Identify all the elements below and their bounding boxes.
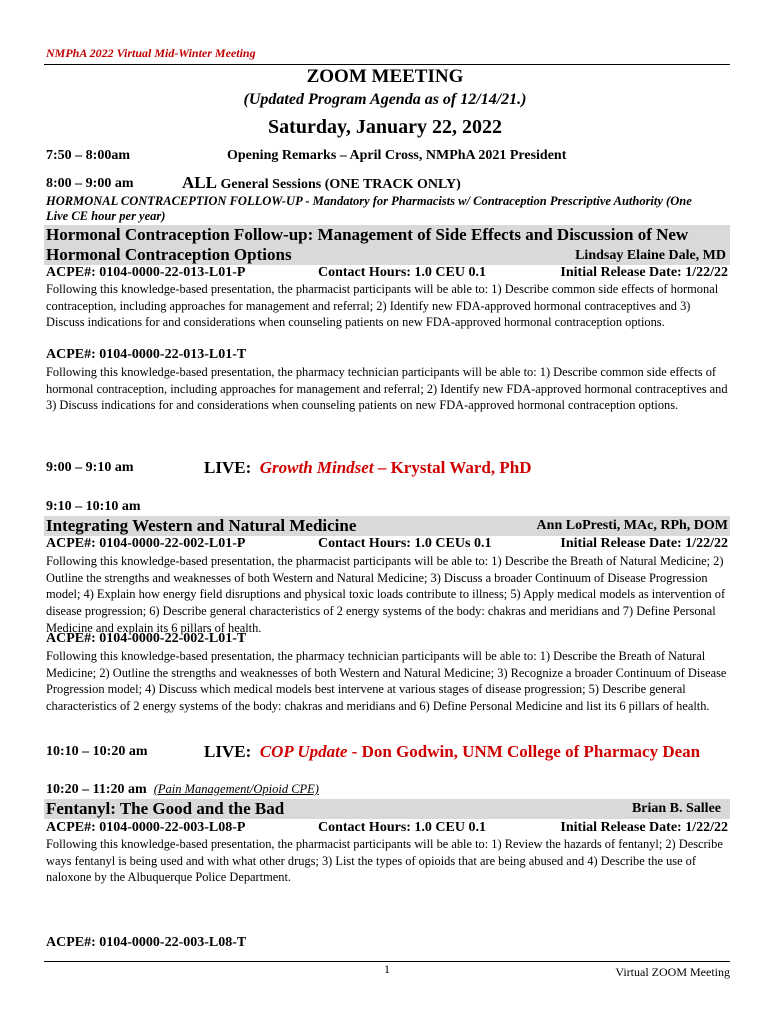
session3-contact: Contact Hours: 1.0 CEU 0.1: [318, 820, 486, 835]
meeting-name: NMPhA 2022 Virtual Mid-Winter Meeting: [46, 46, 256, 60]
live2-line: [204, 742, 700, 762]
header-rule: [44, 64, 730, 65]
session2-banner: [44, 516, 730, 536]
session1-acpe-t: ACPE#: 0104-0000-22-013-L01-T: [46, 347, 247, 362]
live1-speaker: – Krystal Ward, PhD: [373, 458, 532, 477]
live1-time: 9:00 – 9:10 am: [46, 460, 134, 475]
general-note: HORMONAL CONTRACEPTION FOLLOW-UP - Mandatory for Pharmacists w/ Contraception Prescriptive Authority (One Live CE hour per year): [46, 194, 692, 223]
session3-acpe-t: ACPE#: 0104-0000-22-003-L08-T: [46, 935, 247, 950]
session2-acpe-t: ACPE#: 0104-0000-22-002-L01-T: [46, 631, 247, 646]
session3-banner: [44, 799, 730, 819]
session1-acpe-p: ACPE#: 0104-0000-22-013-L01-P: [46, 265, 246, 280]
opening-time: 7:50 – 8:00am: [46, 148, 130, 163]
live1-topic: Growth Mindset: [259, 458, 374, 477]
general-rest: General Sessions (ONE TRACK ONLY): [216, 177, 461, 192]
live1-line: [204, 458, 531, 478]
session2-contact: Contact Hours: 1.0 CEUs 0.1: [318, 536, 492, 551]
session2-time: 9:10 – 10:10 am: [46, 499, 141, 514]
session3-desc-p: Following this knowledge-based presentation, the pharmacist participants will be able to: 1) Review the hazards of fentanyl; 2) Describe ways fentanyl is being used and with what other drugs; 3) List the types of opioids that are being abused and 4) Describe the use of naloxone by the Albuquerque Police Department.: [46, 837, 723, 885]
live2-time: 10:10 – 10:20 am: [46, 744, 148, 759]
session2-speaker: Ann LoPresti, MAc, RPh, DOM: [536, 518, 728, 533]
session2-acpe-p: ACPE#: 0104-0000-22-002-L01-P: [46, 536, 246, 551]
general-all: ALL: [182, 173, 217, 192]
live2-speaker: - Don Godwin, UNM College of Pharmacy Dean: [347, 742, 701, 761]
page-subtitle: (Updated Program Agenda as of 12/14/21.): [243, 91, 527, 108]
general-time: 8:00 – 9:00 am: [46, 176, 134, 191]
session1-title-line2: Hormonal Contraception Options: [46, 245, 292, 264]
live1-label: LIVE:: [204, 458, 252, 477]
session1-release: Initial Release Date: 1/22/22: [560, 265, 728, 280]
session1-desc-t: Following this knowledge-based presentation, the pharmacy technician participants will be able to: 1) Describe common side effects of hormonal contraception, including approaches for management and referral; 2) Identify new FDA-approved hormonal contraceptives and 3) Discuss indications for and considerations when counseling patients on new FDA-approved hormonal contraception options.: [46, 365, 728, 413]
session2-desc-p: Following this knowledge-based presentation, the pharmacist participants will be able to: 1) Describe the Breath of Natural Medicine; 2) Outline the strengths and weaknesses of both Western and Natural Medicine; 3) Discuss a broader Continuum of Disease Progression model; 4) Explain how energy field disruptions and physical toxic loads contribute to illness; 5) Apply medical models as intervention of disease progression; 6) Describe general characteristics of 2 energy systems of the body: chakras and meridians and 7) Define Personal Medicine and explain its 6 pillars of health.: [46, 554, 726, 635]
page-number: 1: [384, 962, 390, 976]
session2-desc-t: Following this knowledge-based presentation, the pharmacy technician participants will be able to: 1) Describe the Breath of Natural Medicine; 2) Outline the strengths and weaknesses of both Western and Natural Medicine; 3) Recognize a broader Continuum of Disease Progression model; 4) Discuss which medical models best intervene at various stages of disease progression; 5) Describe general characteristics of 2 energy systems of the body: chakras and meridians and 6) Define Personal Medicine and list its 6 pillars of health.: [46, 649, 727, 714]
general-sessions: [182, 173, 461, 193]
meeting-date: Saturday, January 22, 2022: [268, 116, 502, 138]
session1-title-line1: Hormonal Contraception Follow-up: Management of Side Effects and Discussion of New: [46, 225, 689, 244]
session3-time-text: 10:20 – 11:20 am: [46, 782, 147, 797]
session1-speaker: Lindsay Elaine Dale, MD: [575, 248, 726, 263]
session3-title: Fentanyl: The Good and the Bad: [46, 799, 285, 818]
session2-release: Initial Release Date: 1/22/22: [560, 536, 728, 551]
session1-desc-p: Following this knowledge-based presentation, the pharmacist participants will be able to: 1) Describe common side effects of hormonal contraception, including approaches for management and referral; 2) Identify new FDA-approved hormonal contraceptives and 3) Discuss indications for and considerations when counseling patients on new FDA-approved hormonal contraception options.: [46, 282, 719, 330]
session3-tag: (Pain Management/Opioid CPE): [153, 782, 319, 796]
live2-topic: COP Update: [259, 742, 348, 761]
page-title: ZOOM MEETING: [306, 66, 464, 87]
session3-release: Initial Release Date: 1/22/22: [560, 820, 728, 835]
session3-speaker: Brian B. Sallee: [631, 801, 721, 816]
opening-text: Opening Remarks – April Cross, NMPhA 2021 President: [227, 148, 567, 163]
session3-acpe-p: ACPE#: 0104-0000-22-003-L08-P: [46, 820, 246, 835]
footer-label: Virtual ZOOM Meeting: [615, 965, 730, 979]
session2-title: Integrating Western and Natural Medicine: [46, 516, 357, 535]
session1-banner: [44, 225, 730, 265]
live2-label: LIVE:: [204, 742, 252, 761]
session3-time: [46, 782, 319, 798]
session1-contact: Contact Hours: 1.0 CEU 0.1: [318, 265, 486, 280]
